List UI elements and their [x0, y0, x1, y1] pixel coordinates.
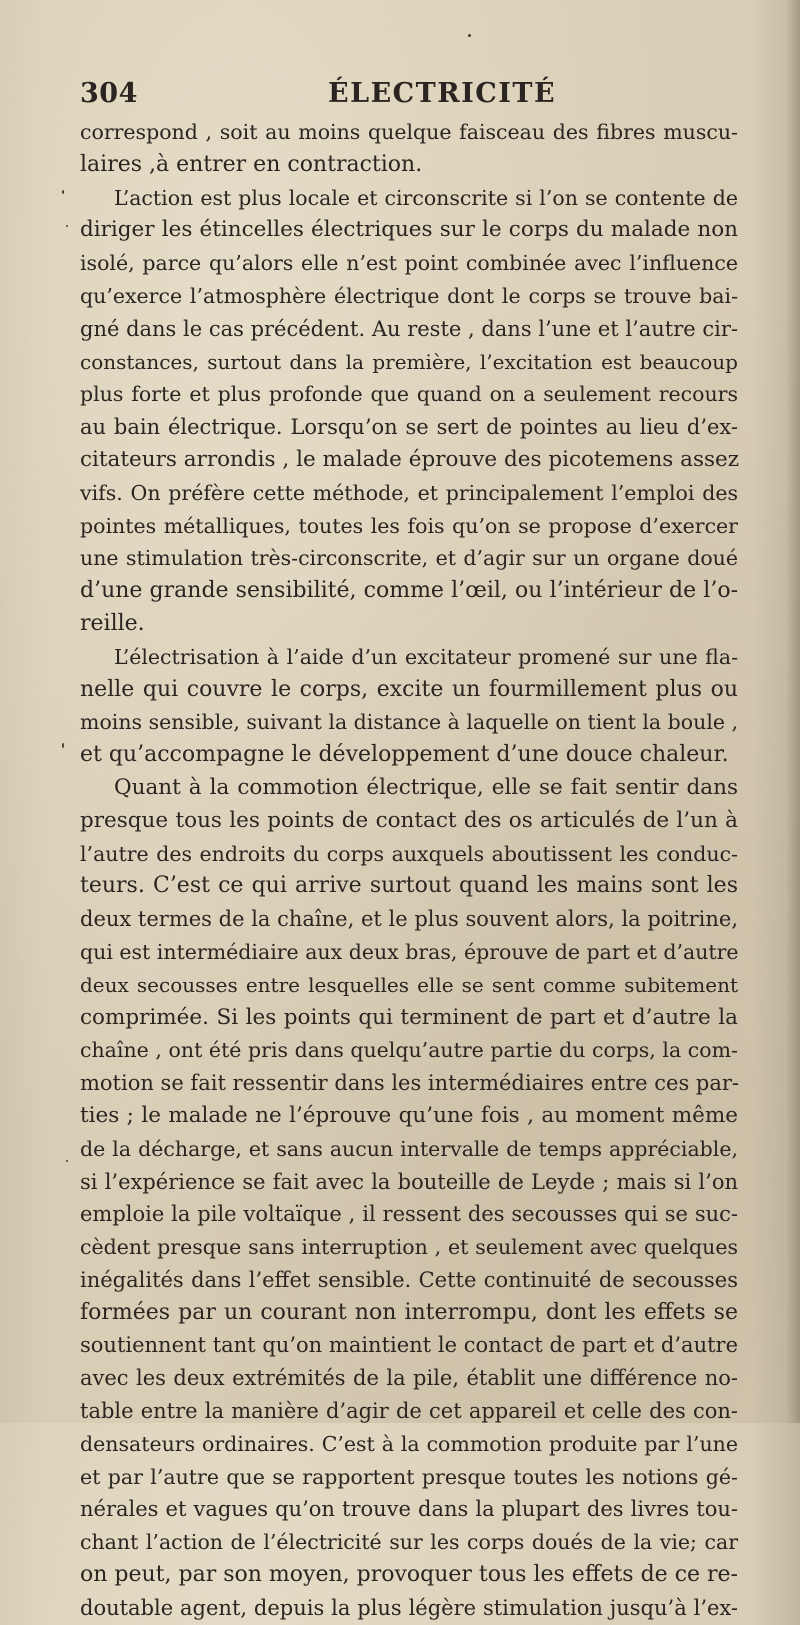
text-line: isolé, parce qu’alors elle n’est point combinée avec l’influence	[80, 251, 738, 276]
text-line: densateurs ordinaires. C’est à la commotion produite par l’une	[80, 1431, 738, 1456]
text-line: citateurs arrondis , le malade éprouve des picotemens assez	[80, 446, 740, 472]
text-line: emploie la pile voltaïque , il ressent des secousses qui se suc-	[80, 1202, 738, 1227]
paragraph-start-line: L’action est plus locale et circonscrite si l’on se contente de	[114, 185, 738, 210]
text-line: qui est intermédiaire aux deux bras, éprouve de part et d’autre	[80, 939, 739, 964]
text-line: laires ,à entrer en contraction.	[80, 151, 423, 177]
paper-speck	[66, 1160, 68, 1162]
page-edge-shadow	[786, 0, 800, 1423]
text-line: moins sensible, suivant la distance à laquelle on tient la boule ,	[80, 710, 739, 735]
text-line: on peut, par son moyen, provoquer tous les effets de ce re-	[80, 1562, 738, 1588]
text-line: pointes métalliques, toutes les fois qu’on se propose d’exercer	[80, 513, 738, 538]
text-line: constances, surtout dans la première, l’excitation est beaucoup	[80, 349, 738, 374]
text-line: avec les deux extrémités de la pile, établit une différence no-	[80, 1366, 738, 1391]
text-line: plus forte et plus profonde que quand on a seulement recours	[80, 382, 738, 407]
text-line: reille.	[80, 610, 145, 636]
text-line: deux secousses entre lesquelles elle se sent comme subitement	[80, 972, 738, 997]
text-line: diriger les étincelles électriques sur le corps du malade non	[80, 217, 738, 243]
running-header	[80, 78, 730, 114]
text-line: doutable agent, depuis la plus légère stimulation jusqu’à l’ex-	[80, 1595, 738, 1620]
text-line: ties ; le malade ne l’éprouve qu’une fois , au moment même	[80, 1102, 738, 1128]
text-line: d’une grande sensibilité, comme l’œil, ou l’intérieur de l’o-	[80, 578, 738, 604]
text-line: et qu’accompagne le développement d’une douce chaleur.	[80, 742, 729, 768]
text-line: inégalités dans l’effet sensible. Cette continuité de secousses	[80, 1267, 738, 1292]
text-line: teurs. C’est ce qui arrive surtout quand les mains sont les	[80, 873, 738, 899]
paragraph-start-line: L’électrisation à l’aide d’un excitateur promené sur une fla-	[114, 644, 738, 669]
text-line: motion se fait ressentir dans les intermédiaires entre ces par-	[80, 1071, 740, 1096]
text-line: soutiennent tant qu’on maintient le contact de part et d’autre	[80, 1333, 738, 1358]
text-line: si l’expérience se fait avec la bouteille de Leyde ; mais si l’on	[80, 1169, 738, 1194]
text-line: chant l’action de l’électricité sur les corps doués de la vie; car	[80, 1530, 738, 1555]
text-line: vifs. On préfère cette méthode, et principalement l’emploi des	[80, 480, 738, 505]
body-text	[80, 116, 738, 1625]
text-line: formées par un courant non interrompu, dont les effets se	[80, 1299, 738, 1325]
paragraph-start-line: Quant à la commotion électrique, elle se fait sentir dans	[114, 774, 738, 800]
text-line: qu’exerce l’atmosphère électrique dont le corps se trouve bai-	[80, 283, 738, 308]
paper-speck	[66, 225, 68, 227]
paper-speck	[62, 190, 64, 194]
text-line: au bain électrique. Lorsqu’on se sert de pointes au lieu d’ex-	[80, 415, 738, 440]
text-line: de la décharge, et sans aucun intervalle de temps appréciable,	[80, 1136, 738, 1161]
text-line: chaîne , ont été pris dans quelqu’autre partie du corps, la com-	[80, 1038, 738, 1063]
text-line: correspond , soit au moins quelque faisceau des fibres muscu-	[80, 120, 738, 144]
paper-speck	[62, 743, 64, 748]
text-line: gné dans le cas précédent. Au reste , dans l’une et l’autre cir-	[80, 316, 739, 341]
text-line: deux termes de la chaîne, et le plus souvent alors, la poitrine,	[80, 907, 738, 932]
running-title: ÉLECTRICITÉ	[328, 78, 557, 109]
text-line: table entre la manière d’agir de cet appareil et celle des con-	[80, 1399, 738, 1424]
text-line: cèdent presque sans interruption , et seulement avec quelques	[80, 1235, 738, 1260]
text-line: presque tous les points de contact des os articulés de l’un à	[80, 807, 738, 833]
text-line: et par l’autre que se rapportent presque toutes les notions gé-	[80, 1464, 738, 1489]
text-line: comprimée. Si les points qui terminent de part et d’autre la	[80, 1004, 738, 1030]
text-line: nérales et vagues qu’on trouve dans la plupart des livres tou-	[80, 1497, 738, 1522]
paper-speck	[468, 34, 471, 37]
text-line: une stimulation très-circonscrite, et d’agir sur un organe doué	[80, 546, 738, 571]
page-number: 304	[80, 78, 138, 109]
text-line: l’autre des endroits du corps auxquels aboutissent les conduc-	[80, 841, 738, 866]
text-line: nelle qui couvre le corps, excite un fourmillement plus ou	[80, 676, 738, 702]
